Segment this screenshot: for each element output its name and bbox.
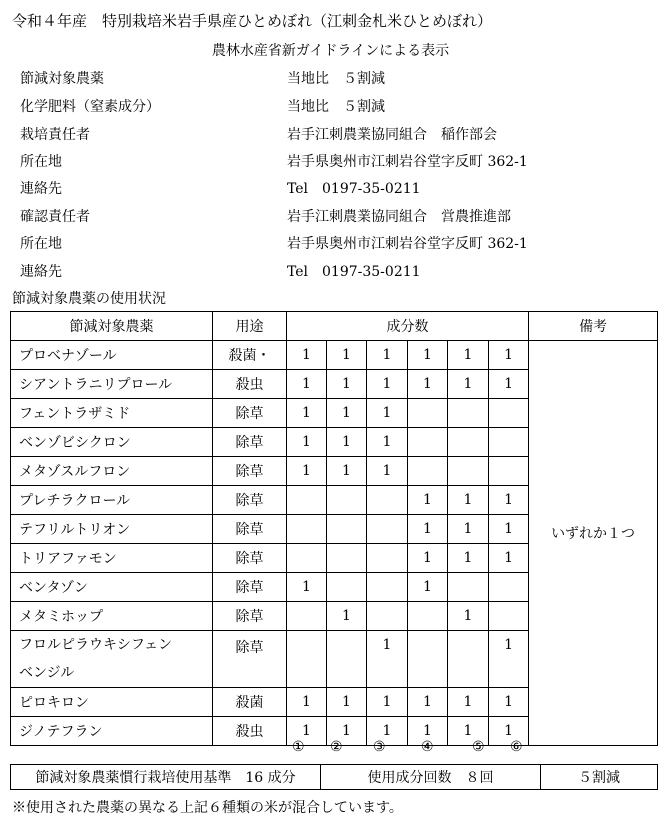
rice-number: ④: [421, 739, 434, 755]
mark-cell: 1: [489, 370, 529, 399]
use-cell: 除草: [213, 457, 287, 486]
mark-cell: 1: [327, 688, 367, 717]
rice-number: ②: [330, 739, 343, 755]
mark-cell: [489, 573, 529, 602]
rice-number-row: [0, 739, 661, 759]
mark-cell: 1: [448, 688, 489, 717]
pesticide-name-line1: フロルピラウキシフェン: [19, 637, 173, 653]
mark-cell: [408, 457, 448, 486]
mark-cell: [287, 486, 327, 515]
mark-cell: 1: [367, 428, 408, 457]
pesticide-name: トリアファモン: [11, 544, 213, 573]
mark-cell: 1: [408, 688, 448, 717]
mark-cell: 1: [489, 341, 529, 370]
summary-used: 使用成分回数 ８回: [321, 765, 541, 790]
label-subtitle: 農林水産省新ガイドラインによる表示: [211, 43, 450, 59]
mark-cell: [448, 631, 489, 688]
mark-cell: 1: [489, 515, 529, 544]
use-cell: 殺虫: [213, 370, 287, 399]
summary-reduction: ５割減: [541, 765, 658, 790]
remark-cell: [529, 341, 658, 746]
mark-cell: 1: [367, 631, 408, 688]
info-key: 連絡先: [20, 181, 62, 197]
mark-cell: 1: [287, 717, 327, 746]
mark-cell: 1: [448, 370, 489, 399]
info-key: 節減対象農薬: [20, 71, 104, 87]
mark-cell: 1: [327, 428, 367, 457]
mark-cell: [448, 428, 489, 457]
summary-standard: 節減対象農薬慣行栽培使用基準 16 成分: [11, 765, 321, 790]
mark-cell: [327, 486, 367, 515]
info-key: 所在地: [20, 154, 62, 170]
table-header-row: [11, 312, 658, 341]
info-key: 化学肥料（窒素成分）: [20, 99, 160, 115]
footnote: ※使用された農薬の異なる上記６種類の米が混合しています。: [12, 800, 403, 816]
mark-cell: [408, 428, 448, 457]
info-value: 岩手江刺農業協同組合 営農推進部: [287, 209, 511, 225]
mark-cell: [448, 573, 489, 602]
mark-cell: 1: [448, 544, 489, 573]
header-note: 備考: [529, 312, 658, 341]
remark-text: いずれか１つ: [551, 526, 636, 542]
mark-cell: 1: [287, 341, 327, 370]
pesticide-name: シアントラニリプロール: [11, 370, 213, 399]
mark-cell: 1: [448, 515, 489, 544]
mark-cell: [327, 544, 367, 573]
info-key: 栽培責任者: [20, 127, 90, 143]
rice-number: ⑤: [472, 739, 485, 755]
mark-cell: 1: [489, 688, 529, 717]
info-value: 当地比 ５割減: [287, 99, 385, 115]
mark-cell: 1: [367, 688, 408, 717]
mark-cell: [489, 457, 529, 486]
pesticide-name: ベンゾビシクロン: [11, 428, 213, 457]
mark-cell: 1: [367, 457, 408, 486]
header-count: 成分数: [287, 312, 529, 341]
header-use: 用途: [213, 312, 287, 341]
mark-cell: 1: [287, 457, 327, 486]
mark-cell: [367, 486, 408, 515]
use-cell: 除草: [213, 428, 287, 457]
mark-cell: 1: [448, 341, 489, 370]
pesticide-name: [11, 631, 213, 688]
mark-cell: [287, 544, 327, 573]
use-cell: 殺虫: [213, 717, 287, 746]
mark-cell: 1: [489, 544, 529, 573]
mark-cell: 1: [287, 573, 327, 602]
mark-cell: 1: [367, 341, 408, 370]
mark-cell: 1: [408, 573, 448, 602]
mark-cell: [367, 544, 408, 573]
label-section-title: 節減対象農薬の使用状況: [12, 291, 166, 307]
mark-cell: 1: [327, 717, 367, 746]
info-value: 岩手県奥州市江刺岩谷堂字反町 362-1: [287, 236, 528, 252]
mark-cell: 1: [327, 370, 367, 399]
use-cell: 除草: [213, 573, 287, 602]
mark-cell: [408, 602, 448, 631]
mark-cell: 1: [408, 544, 448, 573]
mark-cell: [448, 399, 489, 428]
mark-cell: [287, 602, 327, 631]
info-key: 確認責任者: [20, 209, 90, 225]
pesticide-table: [10, 311, 658, 746]
use-cell: 除草: [213, 602, 287, 631]
mark-cell: 1: [327, 341, 367, 370]
mark-cell: [489, 602, 529, 631]
mark-cell: [327, 573, 367, 602]
pesticide-name: ベンタゾン: [11, 573, 213, 602]
mark-cell: [367, 602, 408, 631]
mark-cell: 1: [408, 486, 448, 515]
info-value: 当地比 ５割減: [287, 71, 385, 87]
pesticide-name: フェントラザミド: [11, 399, 213, 428]
mark-cell: 1: [287, 688, 327, 717]
mark-cell: 1: [408, 515, 448, 544]
mark-cell: [367, 573, 408, 602]
header-pesticide: 節減対象農薬: [11, 312, 213, 341]
mark-cell: 1: [489, 717, 529, 746]
mark-cell: [408, 631, 448, 688]
mark-cell: 1: [448, 717, 489, 746]
mark-cell: 1: [287, 370, 327, 399]
mark-cell: [448, 457, 489, 486]
mark-cell: 1: [408, 341, 448, 370]
info-key: 連絡先: [20, 264, 62, 280]
pesticide-name: メタミホップ: [11, 602, 213, 631]
pesticide-name: ジノテフラン: [11, 717, 213, 746]
info-key: 所在地: [20, 236, 62, 252]
rice-number: ③: [373, 739, 386, 755]
mark-cell: 1: [489, 486, 529, 515]
summary-row: [11, 765, 658, 790]
mark-cell: 1: [489, 631, 529, 688]
pesticide-name: ピロキロン: [11, 688, 213, 717]
use-cell: 除草: [213, 544, 287, 573]
mark-cell: 1: [327, 399, 367, 428]
pesticide-name-line2: ベンジル: [19, 665, 75, 681]
label-title: 令和４年産 特別栽培米岩手県産ひとめぼれ（江刺金札米ひとめぼれ）: [12, 12, 493, 30]
use-cell: 除草: [213, 399, 287, 428]
use-cell: 殺菌: [213, 688, 287, 717]
mark-cell: 1: [367, 399, 408, 428]
use-cell: 除草: [213, 486, 287, 515]
mark-cell: 1: [287, 428, 327, 457]
mark-cell: 1: [367, 717, 408, 746]
mark-cell: 1: [287, 399, 327, 428]
mark-cell: [287, 515, 327, 544]
mark-cell: [327, 631, 367, 688]
info-value: 岩手県奥州市江刺岩谷堂字反町 362-1: [287, 154, 528, 170]
rice-number: ⑥: [510, 739, 523, 755]
pesticide-name: プレチラクロール: [11, 486, 213, 515]
mark-cell: [489, 428, 529, 457]
mark-cell: 1: [408, 717, 448, 746]
mark-cell: 1: [408, 370, 448, 399]
info-value: Tel 0197-35-0211: [287, 181, 421, 197]
rice-number: ①: [292, 739, 305, 755]
mark-cell: 1: [327, 457, 367, 486]
mark-cell: [327, 515, 367, 544]
mark-cell: [489, 399, 529, 428]
info-value: Tel 0197-35-0211: [287, 264, 421, 280]
mark-cell: 1: [448, 486, 489, 515]
use-cell: 除草: [213, 631, 287, 688]
mark-cell: 1: [327, 602, 367, 631]
pesticide-name: テフリルトリオン: [11, 515, 213, 544]
use-cell: 除草: [213, 515, 287, 544]
mark-cell: [287, 631, 327, 688]
pesticide-name: メタゾスルフロン: [11, 457, 213, 486]
mark-cell: [408, 399, 448, 428]
mark-cell: 1: [448, 602, 489, 631]
use-cell: 殺菌・: [213, 341, 287, 370]
summary-table: [10, 764, 658, 790]
mark-cell: [367, 515, 408, 544]
mark-cell: 1: [367, 370, 408, 399]
info-value: 岩手江刺農業協同組合 稲作部会: [287, 127, 497, 143]
pesticide-name: プロベナゾール: [11, 341, 213, 370]
table-row: [11, 341, 658, 370]
